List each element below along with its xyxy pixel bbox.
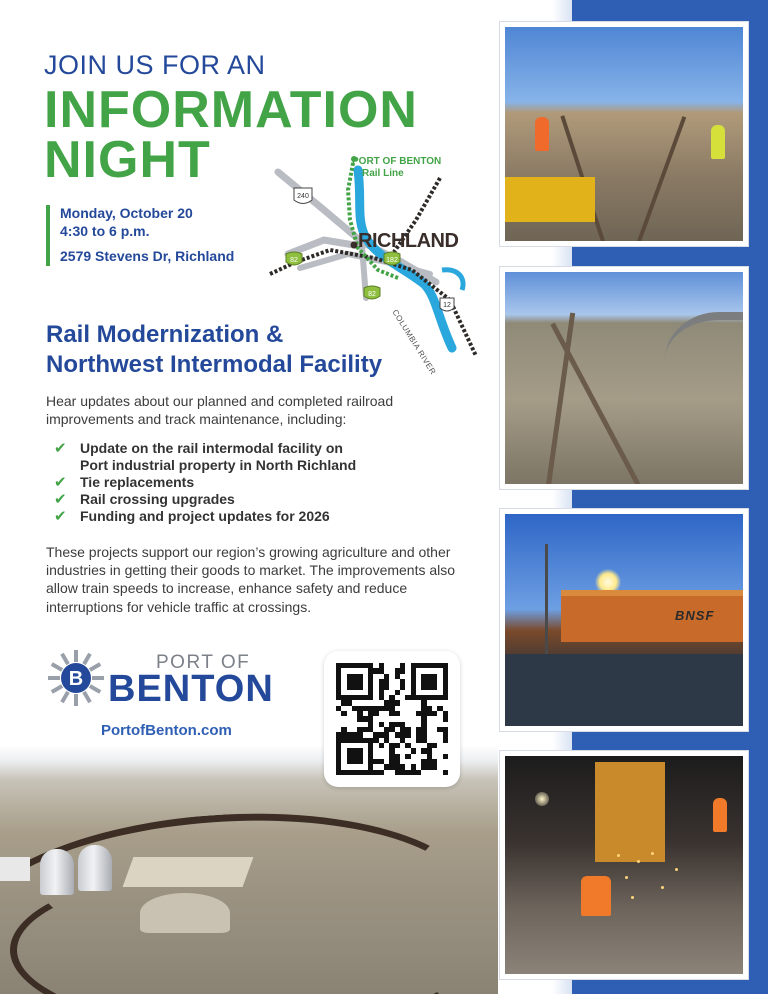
svg-text:12: 12 [443,302,451,309]
check-icon: ✔ [54,491,67,509]
worker-standing [713,798,727,832]
highway-curve [665,312,748,392]
website-link[interactable]: PortofBenton.com [101,722,232,739]
qr-code[interactable] [336,663,448,775]
svg-text:82: 82 [368,291,376,298]
work-light [535,792,549,806]
worker-yellow-vest [711,125,725,159]
check-icon: ✔ [54,508,67,526]
headline-night: NIGHT [44,131,211,189]
spark [631,896,634,899]
spark [625,876,628,879]
event-address: 2579 Stevens Dr, Richland [60,248,235,264]
spark [675,868,678,871]
list-item: ✔ Funding and project updates for 2026 [54,508,330,526]
spark [617,854,620,857]
logo-benton-text: BENTON [108,668,274,710]
svg-text:240: 240 [297,193,309,200]
port-wheel-icon [48,650,104,706]
headline-information: INFORMATION [44,81,418,139]
route-shield-82-west [286,252,302,265]
svg-text:B: B [68,668,84,690]
list-item: ✔ Rail crossing upgrades [54,491,235,509]
yakima-river [442,270,463,290]
spark [661,886,664,889]
list-item: ✔ Tie replacements [54,474,195,492]
bnsf-locomotive [561,590,748,642]
grain-silo [40,849,74,895]
route-shield-240 [294,188,312,204]
intro-paragraph: Hear updates about our planned and completed railroad improvements and track maintenance, including: [46,393,394,428]
crossing-signal-pole [545,544,548,654]
join-us-heading: JOIN US FOR AN [44,50,266,80]
photo-night-welding [500,751,748,979]
storage-pad [123,857,254,887]
svg-text:182: 182 [386,257,398,264]
richland-map-label: RICHLAND [358,230,459,252]
worker-welding [581,876,611,916]
subheading-line-1: Rail Modernization & [46,321,284,348]
logo-port-of-text: PORT OF [156,652,251,673]
columbia-river-label: COLUMBIA RIVER [390,308,438,377]
event-date: Monday, October 20 [60,205,193,221]
rail [550,323,648,489]
check-icon: ✔ [54,440,67,457]
route-shield-82-south [364,286,380,299]
event-details [46,205,234,266]
new-pavement [505,654,748,731]
excavator [595,762,665,862]
check-icon: ✔ [54,474,67,492]
event-time: 4:30 to 6 p.m. [60,222,150,239]
photo-bnsf-locomotive [500,509,748,731]
port-of-benton-logo [48,646,308,712]
subheading-line-2: Northwest Intermodal Facility [46,351,383,378]
project-subheading [46,320,382,380]
grain-silo [78,845,112,891]
worker-orange-vest [535,117,549,151]
photo-curved-track [500,267,748,489]
building [0,857,30,881]
list-item: ✔ Update on the rail intermodal facility on [54,440,343,457]
rail-line-map-label: Rail Line [362,168,404,179]
route-shield-182 [384,252,400,265]
locomotive-lettering: BNSF [675,608,715,623]
photo-track-crew [500,22,748,246]
richland-marker [351,242,358,249]
qr-code-card[interactable] [324,651,460,787]
rail [628,116,686,246]
rail-machine [505,177,595,222]
port-of-benton-map-label: PORT OF BENTON [352,156,442,167]
gravel-pile [140,893,230,933]
spark [651,852,654,855]
route-shield-12 [440,298,454,311]
spark [637,860,640,863]
closing-paragraph: These projects support our region’s growing agriculture and other industries in getting their goods to market. The improvements also allow train speeds to increase, enhance safety and reduce interruptions for vehicle traffic at crossings. [46,544,456,615]
updates-list [54,440,356,525]
list-item: Port industrial property in North Richland [80,457,357,474]
svg-text:82: 82 [290,257,298,264]
